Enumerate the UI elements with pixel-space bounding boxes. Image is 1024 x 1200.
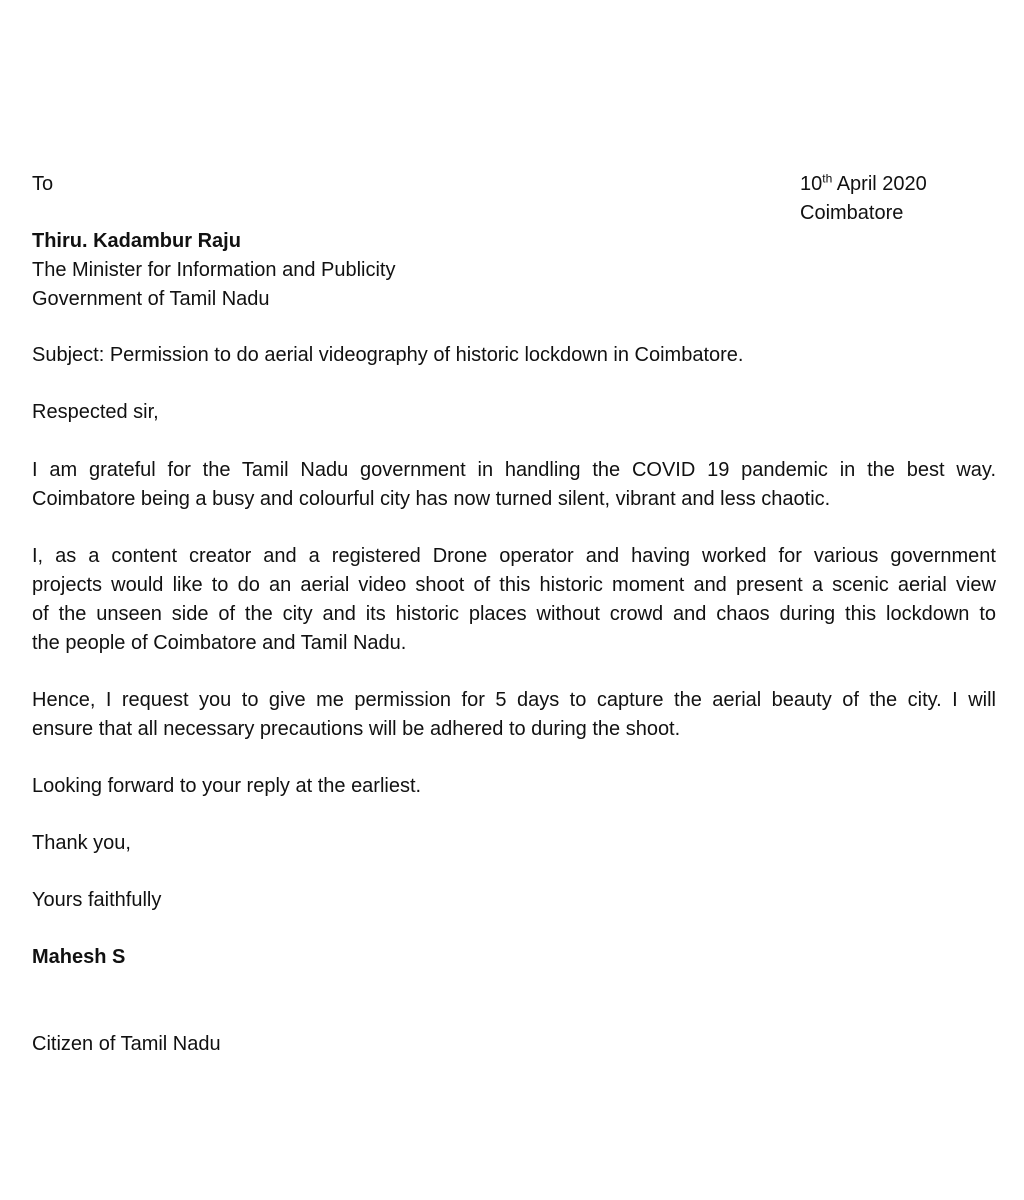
paragraph-line: Looking forward to your reply at the earliest. — [32, 775, 422, 797]
paragraph-line: I, as a content creator and a registered Drone operator and having worked for various government — [32, 545, 996, 567]
body-paragraph-3 — [32, 686, 996, 744]
date-month-year: April 2020 — [832, 173, 927, 195]
paragraph-line: Coimbatore being a busy and colourful city has now turned silent, vibrant and less chaotic. — [32, 488, 831, 510]
recipient-block — [32, 227, 396, 314]
recipient-designation: The Minister for Information and Publicity — [32, 259, 396, 281]
salutation: Respected sir, — [32, 401, 159, 423]
paragraph-line: ensure that all necessary precautions will be adhered to during the shoot. — [32, 718, 681, 740]
date-day: 10 — [800, 173, 823, 195]
body-paragraph-1 — [32, 456, 996, 514]
signatory-name: Mahesh S — [32, 946, 126, 968]
body-paragraph-2 — [32, 542, 996, 658]
recipient-name: Thiru. Kadambur Raju — [32, 230, 241, 252]
paragraph-line: the people of Coimbatore and Tamil Nadu. — [32, 632, 407, 654]
paragraph-line: Hence, I request you to give me permission for 5 days to capture the aerial beauty of the city. I will — [32, 689, 996, 711]
date-ordinal-suffix: th — [822, 171, 833, 186]
to-label: To — [32, 173, 54, 195]
paragraph-line: of the unseen side of the city and its historic places without crowd and chaos during this lockdown to — [32, 603, 996, 625]
body-paragraph-4 — [32, 772, 996, 801]
subject-line: Subject: Permission to do aerial videography of historic lockdown in Coimbatore. — [32, 344, 744, 366]
sign-off: Yours faithfully — [32, 889, 162, 911]
date-line — [800, 170, 927, 199]
date-place: Coimbatore — [800, 202, 904, 224]
paragraph-line: I am grateful for the Tamil Nadu government in handling the COVID 19 pandemic in the best way. — [32, 459, 996, 481]
recipient-department: Government of Tamil Nadu — [32, 288, 270, 310]
date-block — [800, 170, 927, 228]
paragraph-line: projects would like to do an aerial video shoot of this historic moment and present a scenic aerial view — [32, 574, 996, 596]
signatory-title: Citizen of Tamil Nadu — [32, 1033, 221, 1055]
closing-line: Thank you, — [32, 832, 131, 854]
